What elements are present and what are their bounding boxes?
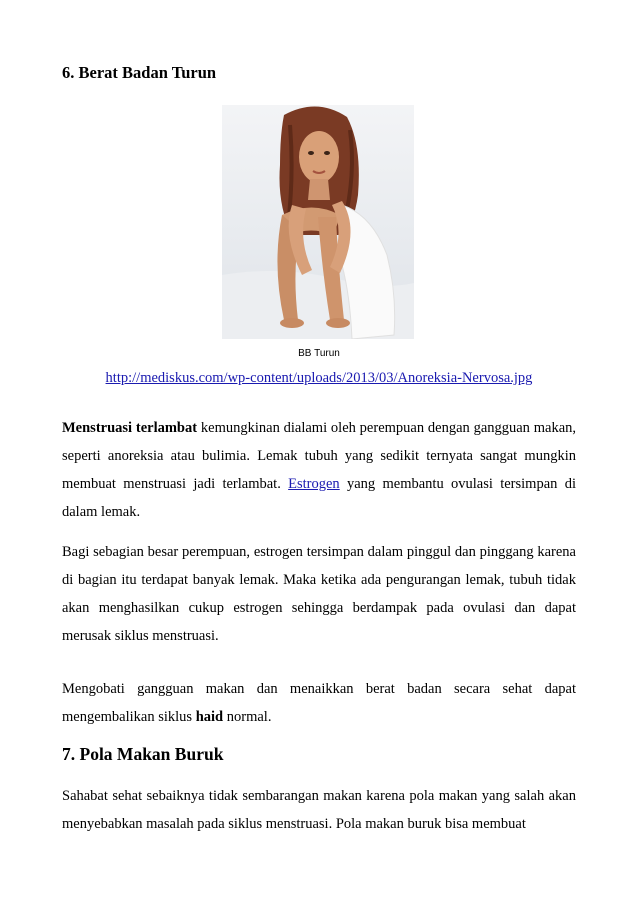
bold-term-menstruasi-terlambat: Menstruasi terlambat	[62, 420, 198, 436]
article-photo	[222, 105, 414, 339]
paragraph-menstruasi-terlambat	[62, 414, 576, 526]
paragraph-text: Mengobati gangguan makan dan menaikkan berat badan secara sehat dapat mengembalikan siklus	[62, 681, 576, 725]
paragraph-text: normal.	[223, 709, 272, 725]
image-source-link[interactable]: http://mediskus.com/wp-content/uploads/2013/03/Anoreksia-Nervosa.jpg	[105, 370, 533, 386]
bold-term-haid: haid	[195, 709, 224, 725]
section-heading-7: 7. Pola Makan Buruk	[62, 744, 224, 764]
paragraph-text: yang membantu ovulasi tersimpan di dalam lemak.	[62, 476, 576, 520]
figure-caption: BB Turun	[298, 348, 340, 359]
paragraph-estrogen-fat: Bagi sebagian besar perempuan, estrogen tersimpan dalam pinggul dan pinggang karena di bagian itu terdapat banyak lemak. Maka ketika ada pengurangan lemak, tubuh tidak akan menghasilkan cukup estrogen sehingga berdampak pada ovulasi dan dapat merusak siklus menstruasi.	[62, 544, 576, 644]
paragraph-pola-makan: Sahabat sehat sebaiknya tidak sembarangan makan karena pola makan yang salah akan menyebabkan masalah pada siklus menstruasi. Pola makan buruk bisa membuat	[62, 788, 576, 832]
estrogen-link[interactable]: Estrogen	[288, 476, 340, 492]
photo-illustration	[222, 105, 414, 339]
section-heading-6: 6. Berat Badan Turun	[62, 63, 217, 82]
paragraph-text: kemungkinan dialami oleh perempuan dengan gangguan makan, seperti anoreksia atau bulimia. Lemak tubuh yang sedikit ternyata sangat mungkin membuat menstruasi jadi terlambat.	[62, 420, 577, 492]
paragraph-treatment	[62, 675, 576, 731]
